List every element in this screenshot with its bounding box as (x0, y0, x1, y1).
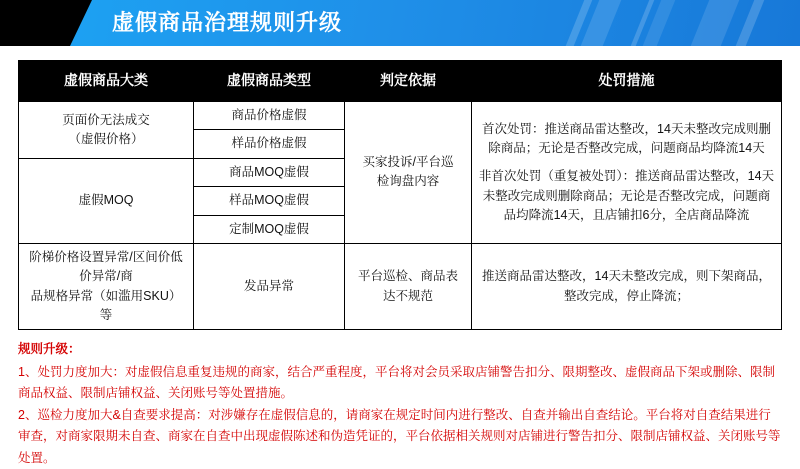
basis-line-2: 检询盘内容 (376, 174, 440, 189)
table-row (19, 102, 782, 130)
rules-table-container (18, 60, 782, 330)
measure-paragraph-rectification: 推送商品雷达整改，14天未整改完成，则下架商品，整改完成，停止降流； (482, 269, 771, 303)
category-line-1: 阶梯价格设置异常/区间价低价异常/商 (29, 249, 183, 284)
cell-category-abnormal-listing (19, 243, 194, 330)
upgrade-note-item-2: 2、巡检力度加大&自查要求提高：对涉嫌存在虚假信息的，请商家在规定时间内进行整改、自查并输出自查结论。平台将对自查结果进行审查，对商家限期未自查、商家在自查中出现虚假陈述和伪造凭证的，平台依据相关规则对店铺进行警告扣分、限制店铺权益、关闭账号等处置。 (18, 407, 781, 465)
cell-type: 样品MOQ虚假 (194, 187, 345, 215)
column-header-category: 虚假商品大类 (19, 61, 194, 102)
table-header (19, 61, 782, 102)
measure-paragraph-first-penalty: 首次处罚：推送商品雷达整改，14天未整改完成则删除商品；无论是否整改完成，问题商品均降流14天 (482, 121, 771, 155)
page-title: 虚假商品治理规则升级 (112, 10, 343, 35)
cell-category-fake-price (19, 102, 194, 159)
basis-line-2: 达不规范 (382, 288, 433, 303)
basis-line-1: 买家投诉/平台巡 (362, 155, 454, 170)
category-line-2: （虚假价格） (68, 131, 144, 146)
cell-measure-rectification (472, 243, 782, 330)
cell-basis-complaint (345, 102, 472, 244)
rules-table (18, 60, 782, 330)
header-banner (0, 0, 800, 46)
cell-category-fake-moq: 虚假MOQ (19, 158, 194, 243)
column-header-basis: 判定依据 (345, 61, 472, 102)
table-header-row (19, 61, 782, 102)
cell-type: 商品价格虚假 (194, 102, 345, 130)
upgrade-notes-heading: 规则升级： (18, 342, 81, 357)
category-line-1: 页面价无法成交 (62, 112, 150, 127)
upgrade-notes (18, 339, 782, 469)
category-line-2: 品规格异常（如滥用SKU）等 (30, 288, 182, 322)
basis-line-1: 平台巡检、商品表 (357, 269, 458, 284)
column-header-type: 虚假商品类型 (194, 61, 345, 102)
cell-type: 定制MOQ虚假 (194, 215, 345, 243)
cell-basis-inspection (345, 243, 472, 330)
measure-paragraph-repeat-penalty: 非首次处罚（重复被处罚）：推送商品雷达整改，14天未整改完成则删除商品；无论是否整改完成，问题商品均降流14天，且店铺扣6分，全店商品降流 (478, 169, 775, 222)
cell-measure-penalty (472, 102, 782, 244)
cell-type-abnormal-listing: 发品异常 (194, 243, 345, 330)
table-row (19, 243, 782, 330)
cell-type: 样品价格虚假 (194, 130, 345, 158)
upgrade-note-item-1: 1、处罚力度加大：对虚假信息重复违规的商家，结合严重程度，平台将对会员采取店铺警告扣分、限期整改、虚假商品下架或删除、限制商品权益、限制店铺权益、关闭账号等处置措施。 (18, 364, 775, 401)
column-header-measure: 处罚措施 (472, 61, 782, 102)
cell-type: 商品MOQ虚假 (194, 158, 345, 186)
table-body (19, 102, 782, 330)
